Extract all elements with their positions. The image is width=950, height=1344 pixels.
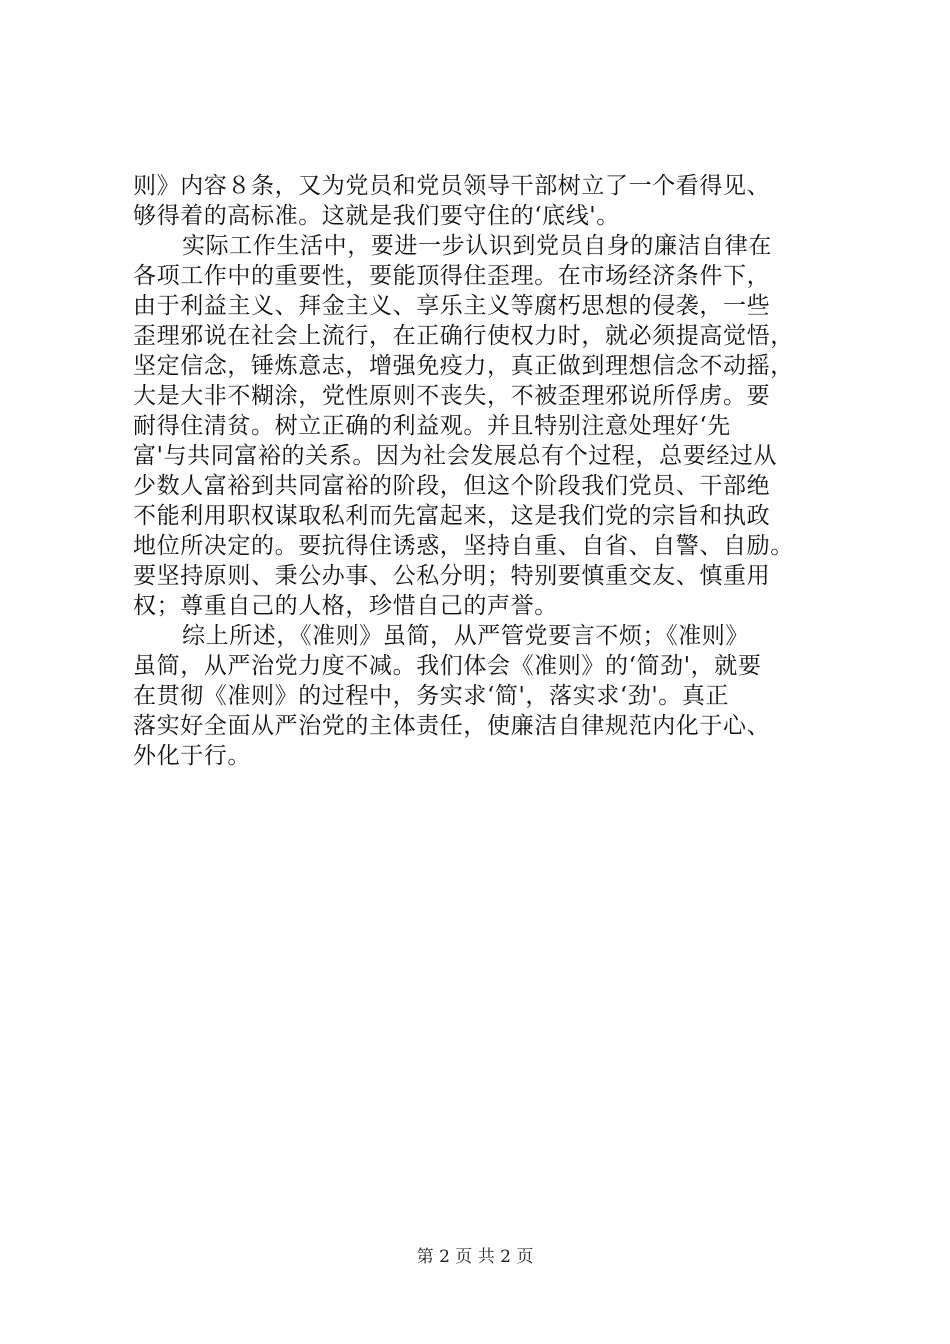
text-line: 坚定信念，锤炼意志，增强免疫力，真正做到理想信念不动摇， xyxy=(133,353,794,379)
paragraph-start-line: 综上所述，《准则》虽简，从严管党要言不烦；《准则》 xyxy=(182,623,749,649)
text-line: 由于利益主义、拜金主义、享乐主义等腐朽思想的侵袭，一些 xyxy=(133,293,771,319)
text-line: 外化于行。 xyxy=(133,743,251,769)
text-line: 不能利用职权谋取私利而先富起来，这是我们党的宗旨和执政 xyxy=(133,503,771,529)
text-line: 大是大非不糊涂，党性原则不丧失，不被歪理邪说所俘虏。要 xyxy=(133,383,771,409)
text-line: 富'与共同富裕的关系。因为社会发展总有个过程，总要经过从 xyxy=(133,443,778,469)
text-line: 地位所决定的。要抗得住诱惑，坚持自重、自省、自警、自励。 xyxy=(133,533,794,559)
text-line: 歪理邪说在社会上流行，在正确行使权力时，就必须提高觉悟， xyxy=(133,323,794,349)
text-line: 落实好全面从严治党的主体责任，使廉洁自律规范内化于心、 xyxy=(133,713,771,739)
text-line: 虽简，从严治党力度不减。我们体会《准则》的‘简劲'，就要 xyxy=(133,653,762,679)
body-text xyxy=(133,171,833,771)
text-line: 要坚持原则、秉公办事、公私分明；特别要慎重交友、慎重用 xyxy=(133,563,771,589)
text-line: 够得着的高标准。这就是我们要守住的‘底线'。 xyxy=(133,203,620,229)
text-line: 耐得住清贫。树立正确的利益观。并且特别注意处理好‘先 xyxy=(133,413,731,439)
text-line: 在贯彻《准则》的过程中，务实求‘简'，落实求‘劲'。真正 xyxy=(133,683,730,709)
text-line: 少数人富裕到共同富裕的阶段，但这个阶段我们党员、干部绝 xyxy=(133,473,771,499)
paragraph-start-line: 实际工作生活中，要进一步认识到党员自身的廉洁自律在 xyxy=(182,233,772,259)
text-line: 则》内容８条，又为党员和党员领导干部树立了一个看得见、 xyxy=(133,173,771,199)
page-number-footer: 第 2 页 共 2 页 xyxy=(416,1247,534,1267)
text-line: 各项工作中的重要性，要能顶得住歪理。在市场经济条件下， xyxy=(133,263,771,289)
text-line: 权；尊重自己的人格，珍惜自己的声誉。 xyxy=(133,593,558,619)
